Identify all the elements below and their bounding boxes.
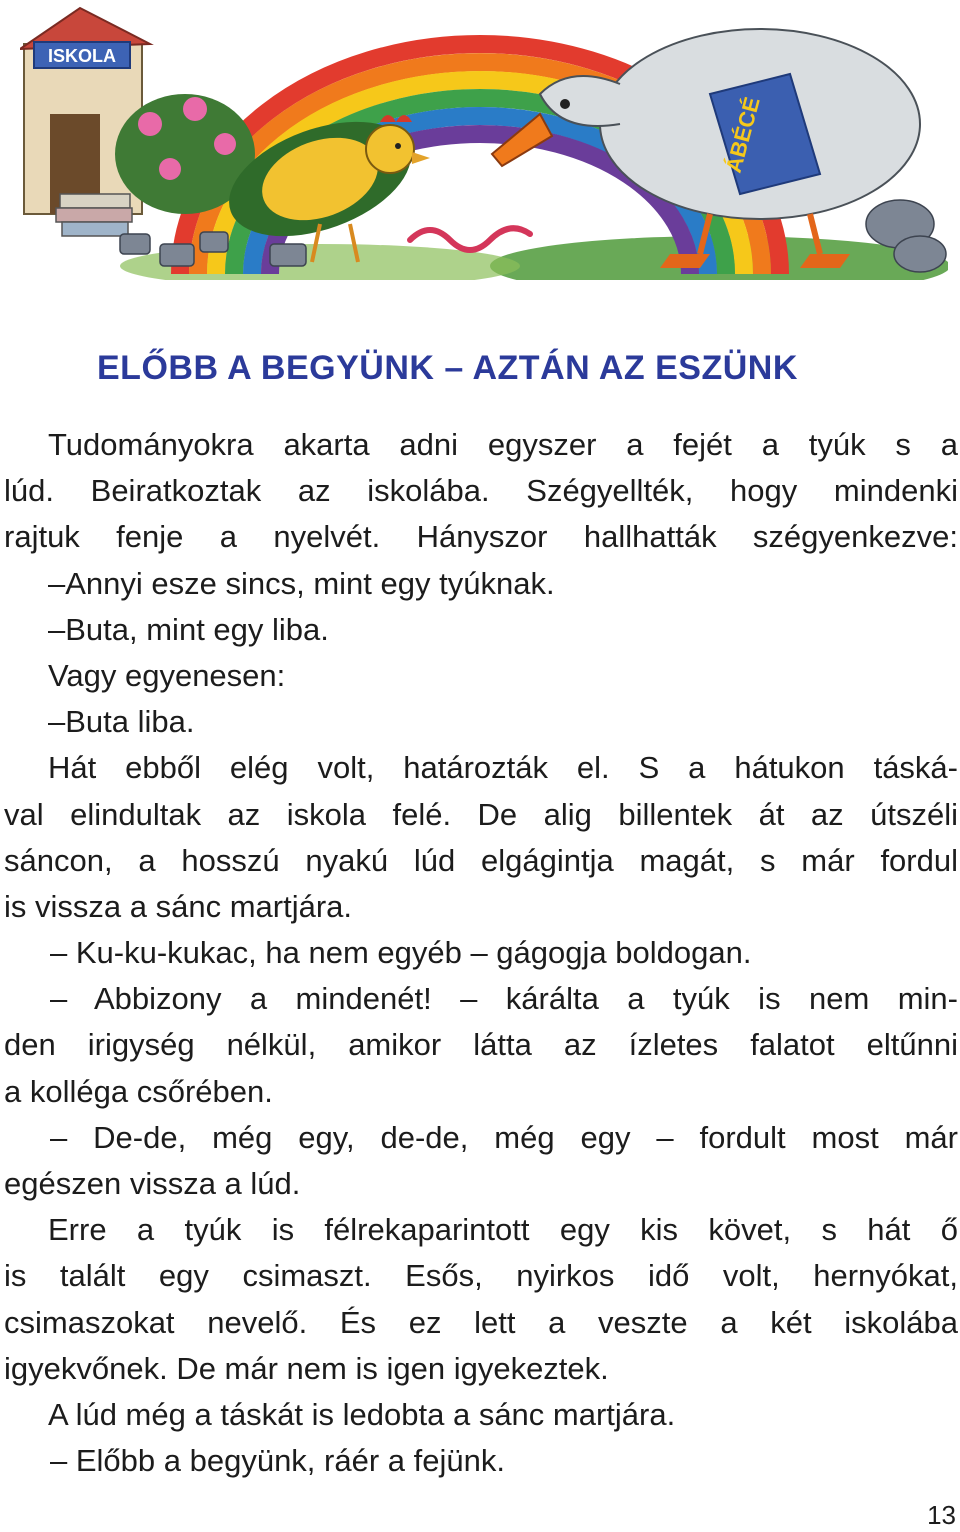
story-line: Hát ebből elég volt, határozták el. S a hátukon táská- [48,750,958,786]
page-number: 13 [927,1500,956,1530]
story-line: csimaszokat nevelő. És ez lett a veszte a két iskolába [4,1304,958,1340]
story-line: – Abbizony a mindenét! – kárálta a tyúk is nem min- [50,981,958,1017]
story-illustration [20,4,948,280]
book-stack [56,194,132,236]
story-line: egészen vissza a lúd. [4,1166,301,1201]
story-line: a kolléga csőrében. [4,1073,273,1109]
story-line: rajtuk fenje a nyelvét. Hányszor hallhatták szégyenkezve: [4,519,958,555]
story-line: den irigység nélkül, amikor látta az ízletes falatot eltűnni [4,1027,958,1063]
story-text [4,422,958,1484]
story-line: val elindultak az iskola felé. De alig billentek át az útszéli [4,796,958,832]
story-line: Vagy egyenesen: [48,657,286,693]
story-line: –Buta liba. [48,704,195,740]
story-line: –Annyi esze sincs, mint egy tyúknak. [48,565,555,601]
story-line: – Ku-ku-kukac, ha nem egyéb – gágogja boldogan. [50,935,752,971]
story-line: –Buta, mint egy liba. [48,611,329,647]
story-line: sáncon, a hosszú nyakú lúd elgágintja magát, s már fordul [4,842,958,878]
story-line: Tudományokra akarta adni egyszer a fejét a tyúk s a [48,427,958,462]
story-title: ELŐBB A BEGYÜNK – AZTÁN AZ ESZÜNK [97,349,798,387]
story-line: A lúd még a táskát is ledobta a sánc martjára. [48,1396,676,1432]
story-line: Erre a tyúk is félrekaparintott egy kis követ, s hát ő [48,1212,958,1248]
school-sign-text: ISKOLA [47,46,117,66]
school-bag-text: ÁBÉCÉ [720,94,765,176]
story-line: – Előbb a begyünk, ráér a fejünk. [50,1443,505,1479]
story-line: is vissza a sánc martjára. [4,888,352,924]
worm [410,228,530,250]
story-line: is talált egy csimaszt. Esős, nyirkos idő volt, hernyókat, [4,1258,958,1294]
story-line: igyekvőnek. De már nem is igen igyekeztek. [4,1350,609,1386]
story-line: – De-de, még egy, de-de, még egy – fordult most már [50,1119,958,1155]
story-line: lúd. Beiratkoztak az iskolába. Szégyellték, hogy mindenki [4,473,958,509]
